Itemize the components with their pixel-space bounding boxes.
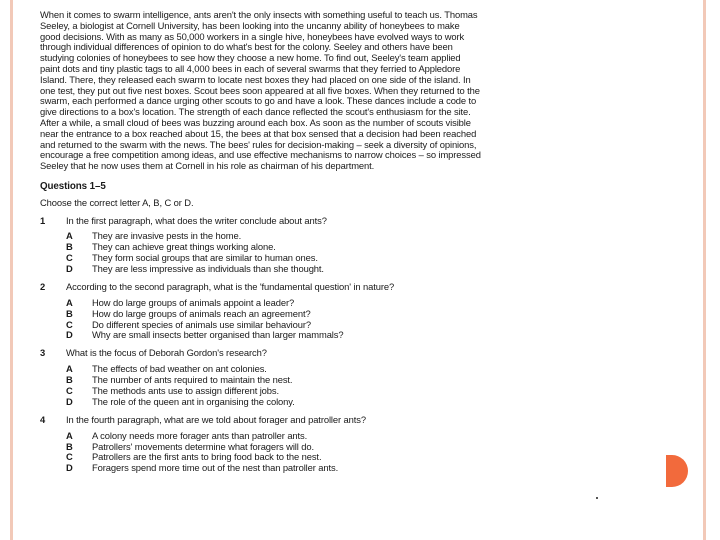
answer-options xyxy=(40,298,670,342)
passage-line: After a while, a small cloud of bees was buzzing around each box. As soon as the number of scouts visible xyxy=(40,116,471,128)
passage-line: Seeley, a biologist at Cornell University, has been looking into the uncanny ability of honeybees to make xyxy=(40,19,460,31)
answer-option[interactable] xyxy=(40,330,670,341)
option-letter: A xyxy=(66,230,73,242)
passage-line: encourage a free competition among ideas, and use effective mechanisms to narrow choices – so impressed xyxy=(40,149,481,161)
option-text: Patrollers are the first ants to bring food back to the nest. xyxy=(92,451,322,463)
question-block xyxy=(40,216,670,275)
option-letter: D xyxy=(66,329,73,341)
option-text: The methods ants use to assign different jobs. xyxy=(92,385,280,396)
option-text: They can achieve great things working alone. xyxy=(92,241,276,253)
option-text: Why are small insects better organised than larger mammals? xyxy=(92,329,344,341)
option-text: Foragers spend more time out of the nest than patroller ants. xyxy=(92,462,339,474)
option-text: How do large groups of animals appoint a leader? xyxy=(92,296,295,308)
answer-option[interactable] xyxy=(40,431,670,442)
passage-line: When it comes to swarm intelligence, ants aren't the only insects with something useful to teach us. Thomas xyxy=(40,9,478,20)
question-block xyxy=(40,348,670,407)
question-text: What is the focus of Deborah Gordon's research? xyxy=(66,347,267,359)
option-letter: D xyxy=(66,263,73,275)
option-letter: C xyxy=(66,318,73,330)
question-text: In the first paragraph, what does the writer conclude about ants? xyxy=(66,214,327,226)
question-text: In the fourth paragraph, what are we told about forager and patroller ants? xyxy=(66,413,366,425)
question-block xyxy=(40,415,670,474)
question-number: 2 xyxy=(40,280,46,292)
passage-line: Seeley that he now uses them at Cornell in his role as chairman of his department. xyxy=(40,160,375,172)
option-text: They form social groups that are similar to human ones. xyxy=(92,252,318,264)
passage-line: paint dots and tiny plastic tags to all 4,000 bees in each of several swarms that they ferried to Appledore xyxy=(40,62,461,74)
passage-line: Island. There, they released each swarm to locate nest boxes they had placed on one side of the island. In xyxy=(40,73,471,85)
passage-line: one test, they put out five nest boxes. Scout bees soon appeared at all five boxes. When they returned to the xyxy=(40,84,480,96)
option-letter: A xyxy=(66,363,73,375)
question-text: According to the second paragraph, what is the 'fundamental question' in nature? xyxy=(66,280,395,292)
question-line xyxy=(40,415,670,426)
passage-line: through individual differences of opinion to do what's best for the colony. Seeley and others have been xyxy=(40,41,453,53)
option-text: How do large groups of animals reach an agreement? xyxy=(92,307,311,319)
option-letter: B xyxy=(66,241,73,253)
answer-options xyxy=(40,364,670,408)
reading-passage xyxy=(40,10,670,172)
option-text: They are invasive pests in the home. xyxy=(92,230,242,242)
option-letter: D xyxy=(66,395,73,407)
question-number: 4 xyxy=(40,413,46,425)
option-text: A colony needs more forager ants than patroller ants. xyxy=(92,429,308,441)
question-line xyxy=(40,348,670,359)
option-letter: B xyxy=(66,307,73,319)
option-text: The number of ants required to maintain the nest. xyxy=(92,374,293,386)
stray-mark xyxy=(596,497,598,499)
option-text: The role of the queen ant in organising the colony. xyxy=(92,395,295,407)
passage-line: swarm, each performed a dance urging other scouts to go and have a look. These dances include a code to xyxy=(40,95,477,107)
right-border-decoration xyxy=(703,0,706,540)
option-letter: C xyxy=(66,451,73,463)
question-number: 1 xyxy=(40,214,46,226)
answer-option[interactable] xyxy=(40,309,670,320)
passage-line: and returned to the swarm with the news. The bees' rules for decision-making – seek a diversity of opinions, xyxy=(40,138,477,150)
option-text: The effects of bad weather on ant colonies. xyxy=(92,363,267,375)
option-letter: C xyxy=(66,252,73,264)
option-text: Do different species of animals use similar behaviour? xyxy=(92,318,312,330)
question-block xyxy=(40,282,670,341)
answer-option[interactable] xyxy=(40,397,670,408)
passage-line: near the entrance to a box reached about 15, the bees at that box sensed that a decision had been reached xyxy=(40,127,477,139)
option-letter: A xyxy=(66,429,73,441)
option-letter: B xyxy=(66,374,73,386)
passage-line: studying colonies of honeybees to see how they choose a new home. To find out, Seeley's team applied xyxy=(40,52,461,64)
answer-option[interactable] xyxy=(40,463,670,474)
option-text: They are less impressive as individuals than she thought. xyxy=(92,263,324,275)
question-line xyxy=(40,282,670,293)
option-letter: A xyxy=(66,296,73,308)
document-page xyxy=(40,10,670,474)
passage-line: give directions to a box's location. The strength of each dance reflected the scout's enthusiasm for the site. xyxy=(40,106,471,118)
passage-line: good decisions. With as many as 50,000 workers in a single hive, honeybees have evolved ways to work xyxy=(40,30,465,42)
answer-option[interactable] xyxy=(40,264,670,275)
option-letter: C xyxy=(66,385,73,396)
option-letter: D xyxy=(66,462,73,474)
answer-options xyxy=(40,431,670,475)
instruction-text: Choose the correct letter A, B, C or D. xyxy=(40,196,194,208)
option-text: Patrollers' movements determine what foragers will do. xyxy=(92,440,315,452)
question-line xyxy=(40,216,670,227)
answer-options xyxy=(40,231,670,275)
option-letter: B xyxy=(66,440,73,452)
question-number: 3 xyxy=(40,347,46,359)
section-title: Questions 1–5 xyxy=(40,180,106,192)
left-border-decoration xyxy=(10,0,13,540)
